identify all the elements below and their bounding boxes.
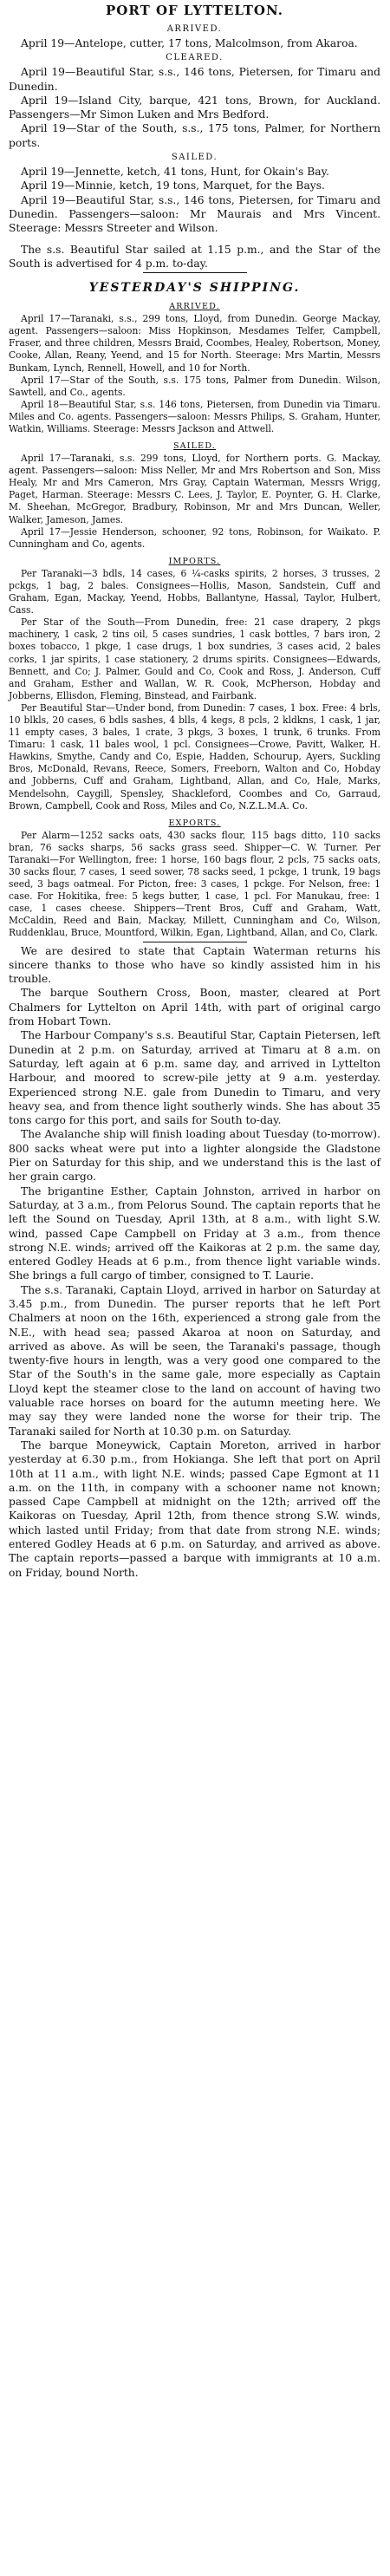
news-paragraph: The Avalanche ship will finish loading about Tuesday (to-morrow). 800 sacks wheat were put into a lighter alongside the Gladstone Pier on Saturday for this ship, and we understand this is the last of her grain cargo. (9, 1128, 380, 1184)
shipping-entry: April 19—Jennette, ketch, 41 tons, Hunt, for Okain's Bay. (21, 166, 329, 179)
divider (143, 272, 247, 273)
section-title: PORT OF LYTTELTON. (106, 3, 283, 18)
shipping-entry: April 19—Antelope, cutter, 17 tons, Malcolmson, from Akaroa. (21, 37, 358, 49)
import-entry: Per Taranaki—3 bdls, 14 cases, 6 ¼-casks spirits, 2 horses, 3 trusses, 2 pckgs, 1 bag, 2 bales. Consignees—Hollis, Mason, Sandstein, Cuff and Graham, Egan, Mackay, Yeend, Hobbs, Ballantyne, Hassal, Taylor, Hulbert, Cass. (9, 567, 380, 616)
shipping-entry: April 17—Taranaki, s.s. 299 tons, Lloyd, for Northern ports. G. Mackay, agent. Passengers—saloon: Miss Neller, Mr and Mrs Robertson and Son, Miss Healy, Mr and Mrs Cameron, Mrs Gray, Captain Waterman, Messrs Wrigg, Paget, Harman. Steerage: Messrs C. Lees, J. Taylor, E. Poynter, G. H. Clarke, M. Sheehan, McGregor, Bradbury, Robinson, Mr and Mrs Duncan, Weller, Walker, Jameson, James. (9, 453, 380, 525)
shipping-entry: April 19—Star of the South, s.s., 175 tons, Palmer, for Northern ports. (9, 122, 380, 149)
import-entry: Per Star of the South—From Dunedin, free: 21 case drapery, 2 pkgs machinery, 1 cask, 2 tins oil, 5 cases sundries, 1 cask bottles, 7 bars iron, 2 boxes tobacco, 1 pkge, 1 case drugs, 1 box sundries, 3 cases acid, 2 bales corks, 1 jar spirits, 1 case stationery, 2 drums spirits. Consignees—Edwards, Bennett, and Co; J. Palmer, Gould and Co, Cook and Ross, J. Anderson, Cuff and Graham, Esther and Wallan, W. R. Cook, McPherson, Hobday and Jobberns, Ellisdon, Fleming, Binstead, and Fairbank. (9, 616, 380, 701)
exports-heading: EXPORTS. (168, 818, 221, 828)
shipping-entry: April 19—Beautiful Star, s.s., 146 tons, Pietersen, for Timaru and Dunedin. (9, 66, 380, 93)
news-paragraph: We are desired to state that Captain Waterman returns his sincere thanks to those who have so kindly assisted him in his trouble. (9, 944, 380, 986)
export-entry: Per Alarm—1252 sacks oats, 430 sacks flour, 115 bags ditto, 110 sacks bran, 76 sacks sharps, 56 sacks grass seed. Shipper—C. W. Turner. Per Taranaki—For Wellington, free: 1 horse, 160 bags flour, 2 pcls, 75 sacks oats, 30 sacks flour, 7 cases, 1 seed sower, 78 sacks seed, 1 pckge, 1 trunk, 19 bags seed, 3 bags oatmeal. For Picton, free: 3 cases, 1 pckge. For Nelson, free: 1 case. For Hokitika, free: 5 kegs butter, 1 case, 1 pcl. For Manukau, free: 1 case, 1 cases cheese. Shippers—Trent Bros, Cuff and Graham, Watt, McCaldin, Reed and Bain, Mackay, Millett, Cunningham and Co, Wilson, Ruddenklau, Bruce, Mountford, Wilkin, Egan, Lightband, Allan, and Co, Clark. (9, 829, 380, 939)
news-paragraph: The Harbour Company's s.s. Beautiful Star, Captain Pietersen, left Dunedin at 2 p.m. on Saturday, arrived at Timaru at 8 a.m. on Saturday, left again at 6 p.m. same day, and arrived in Lyttelton Harbour, and moored to screw-pile jetty at 9 a.m. yesterday. Experienced strong N.E. gale from Dunedin to Timaru, and very heavy sea, and from thence light southerly winds. She has about 35 tons cargo for this port, and sails for South to-day. (9, 1029, 380, 1127)
news-paragraph: The brigantine Esther, Captain Johnston, arrived in harbor on Saturday, at 3 a.m., from Pelorus Sound. The captain reports that he left the Sound on Tuesday, April 13th, at 8 a.m., with light S.W. wind, passed Cape Campbell on Friday at 3 a.m., from thence strong N.E. winds; arrived off the Kaikoras at 2 p.m. the same day, entered Godley Heads at 6 p.m., from thence light variable winds. She brings a full cargo of timber, consigned to T. Laurie. (9, 1184, 380, 1282)
cleared-heading: CLEARED. (166, 53, 224, 63)
shipping-entry: April 19—Island City, barque, 421 tons, Brown, for Auckland. Passengers—Mr Simon Luken and Mrs Bedford. (9, 94, 380, 121)
import-entry: Per Beautiful Star—Under bond, from Dunedin: 7 cases, 1 box. Free: 4 brls, 10 blkls, 20 cases, 6 bdls sashes, 4 blls, 4 kegs, 8 pcls, 2 kldkns, 1 cask, 1 jar, 11 empty cases, 3 bales, 1 crate, 3 pkgs, 3 boxes, 1 trunk, 6 trunks. From Timaru: 1 cask, 11 bales wool, 1 pcl. Consignees—Crowe, Pavitt, Walker, H. Hawkins, Smythe, Candy and Co, Espie, Hadden, Schourup, Ayers, Suckling Bros, McDonald, Revans, Reece, Somers, Freeborn, Walton and Co, Hobday and Jobberns, Cuff and Graham, Lightband, Allan, and Co, Hale, Marks, Mendelsohn, Caygill, Spensley, Shackleford, Coombes and Co, Garraud, Brown, Campbell, Cook and Ross, Miles and Co, N.Z.L.M.A. Co. (9, 701, 380, 812)
imports-heading: IMPORTS. (168, 556, 221, 566)
shipping-entry: April 19—Beautiful Star, s.s., 146 tons, Pietersen, for Timaru and Dunedin. Passengers—saloon: Mr Maurais and Mrs Vincent. Steerage: Messrs Streeter and Wilson. (9, 193, 380, 235)
news-paragraph: The barque Moneywick, Captain Moreton, arrived in harbor yesterday at 6.30 p.m., from Hokianga. She left that port on April 10th at 11 a.m., with light N.E. winds; passed Cape Egmont at 11 a.m. on the 11th, in company with a schooner name not known; passed Cape Campbell at midnight on the 12th; arrived off the Kaikoras on Tuesday, April 12th, from thence strong S.W. winds, which lasted until Friday; from that date from strong N.E. winds; entered Godley Heads at 6 p.m. on Saturday, and arrived as above. The captain reports—passed a barque with immigrants at 10 a.m. on Friday, bound North. (9, 1438, 380, 1579)
sailed-heading: SAILED. (171, 153, 218, 163)
arrived-heading: ARRIVED. (166, 24, 223, 34)
arrived-heading: ARRIVED. (169, 302, 220, 312)
news-paragraph: The s.s. Taranaki, Captain Lloyd, arrived in harbor on Saturday at 3.45 p.m., from Dunedin. The purser reports that he left Port Chalmers at noon on the 16th, experienced a strong gale from the N.E., with head sea; passed Akaroa at noon on Saturday, and arrived as above. As will be seen, the Taranaki's passage, though twenty-five hours in length, was a very good one compared to the Star of the South's in the same gale, more especially as Captain Lloyd kept the steamer close to the land on account of having two valuable race horses on board for the autumn meeting here. We may say they were landed none the worse for their trip. The Taranaki sailed for North at 10.30 p.m. on Saturday. (9, 1283, 380, 1438)
news-paragraph: The barque Southern Cross, Boon, master, cleared at Port Chalmers for Lyttelton on April 14th, with part of original cargo from Hobart Town. (9, 987, 380, 1028)
shipping-entry: April 17—Star of the South, s.s. 175 tons, Palmer from Dunedin. Wilson, Sawtell, and Co., agents. (9, 374, 380, 398)
yesterdays-shipping-title: YESTERDAY'S SHIPPING. (88, 281, 301, 296)
sailed-heading: SAILED. (172, 441, 217, 452)
notice-paragraph: The s.s. Beautiful Star sailed at 1.15 p.m., and the Star of the South is advertised for 4 p.m. to-day. (9, 243, 380, 270)
shipping-entry: April 19—Minnie, ketch, 19 tons, Marquet, for the Bays. (21, 179, 325, 192)
shipping-entry: April 17—Taranaki, s.s., 299 tons, Lloyd, from Dunedin. George Mackay, agent. Passengers—saloon: Miss Hopkinson, Mesdames Telfer, Campbell, Fraser, and three children, Messrs Braid, Coombes, Healey, Robertson, Money, Cooke, Allan, Reany, Yeend, and 15 for North. Steerage: Mrs Martin, Messrs Bunkam, Lynch, Rennell, Howell, and 10 for North. (9, 313, 380, 374)
shipping-entry: April 17—Jessie Henderson, schooner, 92 tons, Robinson, for Waikato. P. Cunningham and Co, agents. (9, 525, 380, 550)
shipping-entry: April 18—Beautiful Star, s.s. 146 tons, Pietersen, from Dunedin via Timaru. Miles and Co. agents. Passengers—saloon: Messrs Philips, S. Graham, Hunter, Watkin, Williams. Steerage: Messrs Jackson and Attwell. (9, 398, 380, 434)
